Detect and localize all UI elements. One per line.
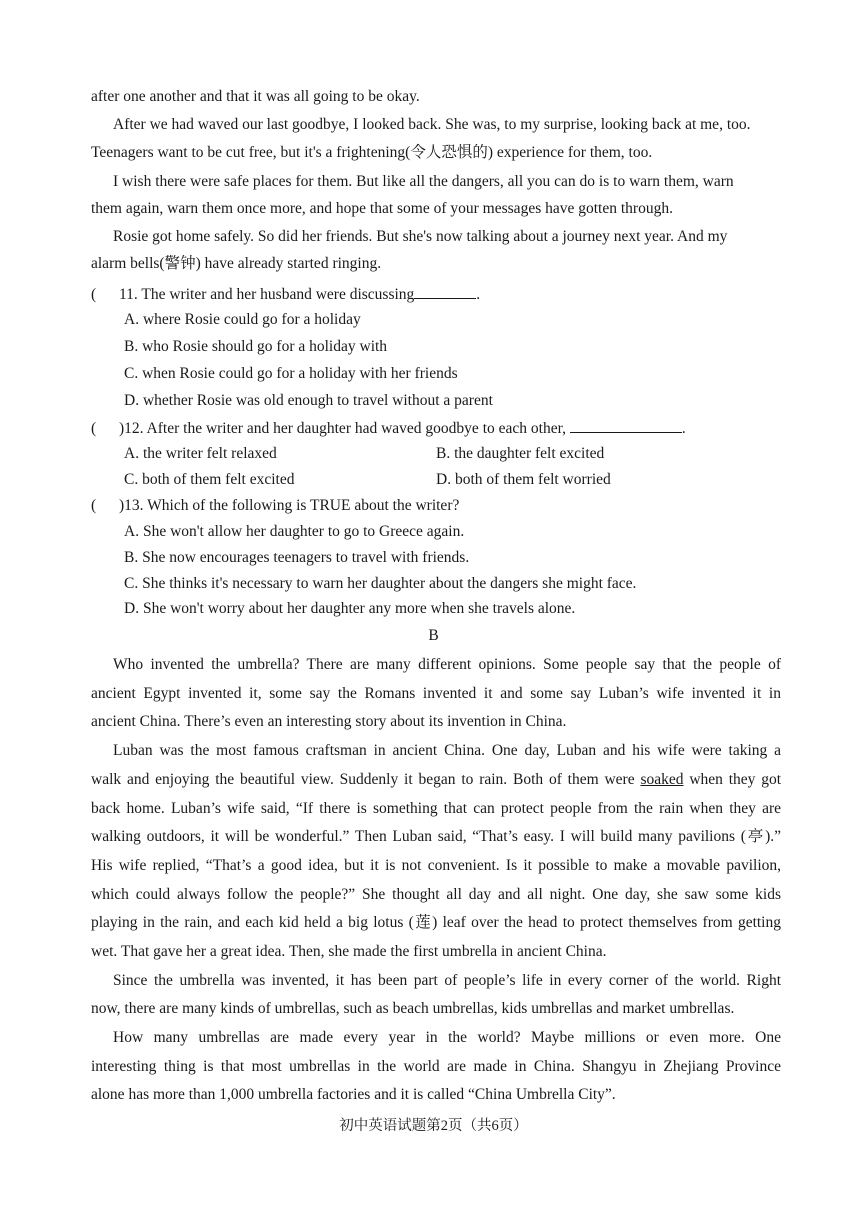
answer-paren: (: [91, 286, 97, 303]
option-b: B. She now encourages teenagers to travel with friends.: [124, 549, 470, 566]
passage-b-line: How many umbrellas are made every year in the world? Maybe millions or even more. One: [113, 1029, 781, 1046]
passage-b-line: back home. Luban’s wife said, “If there is something that can protect people from the rain when they are: [91, 800, 781, 817]
option-c: C. She thinks it's necessary to warn her daughter about the dangers she might face.: [124, 575, 637, 592]
passage-b-line: now, there are many kinds of umbrellas, such as beach umbrellas, kids umbrellas and market umbrellas.: [91, 1000, 735, 1017]
option-b: B. who Rosie should go for a holiday with: [124, 338, 388, 355]
option-d: D. whether Rosie was old enough to travel without a parent: [124, 392, 493, 409]
passage-b-line: ancient China. There’s even an interesting story about its invention in China.: [91, 713, 567, 730]
answer-paren: (: [91, 420, 97, 437]
question-stem: )12. After the writer and her daughter had waved goodbye to each other,: [119, 420, 566, 437]
option-b: B. the daughter felt excited: [436, 445, 605, 462]
passage-b-line: His wife replied, “That’s a good idea, but it is not convenient. Is it possible to make a movable pavilion,: [91, 857, 781, 874]
passage-b-line: ancient Egypt invented it, some say the Romans invented it and some say Luban’s wife invented it in: [91, 685, 781, 702]
option-d: D. both of them felt worried: [436, 471, 611, 488]
question-13: [91, 496, 781, 516]
option-d: D. She won't worry about her daughter any more when she travels alone.: [124, 600, 576, 617]
question-stem: )13. Which of the following is TRUE about the writer?: [119, 497, 460, 514]
option-c: C. when Rosie could go for a holiday with her friends: [124, 365, 458, 382]
passage-b-line: alone has more than 1,000 umbrella factories and it is called “China Umbrella City”.: [91, 1086, 616, 1103]
option-a: A. She won't allow her daughter to go to Greece again.: [124, 523, 465, 540]
passage-b-line: playing in the rain, and each kid held a big lotus (莲) leaf over the head to protect themselves from getting: [91, 914, 781, 931]
option-c: C. both of them felt excited: [124, 471, 295, 488]
passage-b-line: interesting thing is that most umbrellas in the world are made in China. Shangyu in Zhejiang Province: [91, 1058, 781, 1075]
option-a: A. where Rosie could go for a holiday: [124, 311, 361, 328]
passage-a-line: Rosie got home safely. So did her friends. But she's now talking about a journey next year. And my: [113, 228, 728, 245]
passage-a-line: after one another and that it was all going to be okay.: [91, 88, 420, 105]
question-stem: 11. The writer and her husband were discussing: [119, 286, 415, 303]
underlined-word: soaked: [640, 771, 684, 788]
passage-a-line: I wish there were safe places for them. But like all the dangers, all you can do is to warn them, warn: [113, 173, 734, 190]
question-11: ( 11. The writer and her husband were discussing .: [91, 286, 481, 303]
passage-a-line: alarm bells(警钟) have already started ringing.: [91, 255, 382, 272]
answer-paren: (: [91, 497, 97, 514]
passage-b-line: wet. That gave her a great idea. Then, she made the first umbrella in ancient China.: [91, 943, 607, 960]
option-a: A. the writer felt relaxed: [124, 445, 277, 462]
passage-b-line: walking outdoors, it will be wonderful.” Then Luban said, “That’s easy. I will build many pavilions (亭).”: [91, 828, 781, 845]
page-footer: 初中英语试题第2页（共6页）: [339, 1118, 528, 1134]
question-12: ( )12. After the writer and her daughter had waved goodbye to each other, .: [91, 420, 686, 437]
passage-b-line: which could always follow the people?” She thought all day and all night. One day, she saw some kids: [91, 886, 781, 903]
passage-a-line: After we had waved our last goodbye, I looked back. She was, to my surprise, looking back at me, too.: [113, 116, 751, 133]
answer-blank: [414, 284, 476, 299]
passage-a-line: Teenagers want to be cut free, but it's a frightening(令人恐惧的) experience for them, too.: [91, 144, 653, 161]
passage-b-line: Who invented the umbrella? There are many different opinions. Some people say that the people of: [113, 656, 781, 673]
passage-b-line: walk and enjoying the beautiful view. Suddenly it began to rain. Both of them were soaked when they got: [91, 771, 782, 788]
answer-blank: [570, 418, 682, 433]
passage-b-line: Luban was the most famous craftsman in ancient China. One day, Luban and his wife were taking a: [113, 742, 781, 759]
passage-a-line: them again, warn them once more, and hope that some of your messages have gotten through.: [91, 200, 673, 217]
section-heading: B: [428, 627, 439, 644]
passage-b-line: Since the umbrella was invented, it has been part of people’s life in every corner of the world. Right: [113, 972, 781, 989]
